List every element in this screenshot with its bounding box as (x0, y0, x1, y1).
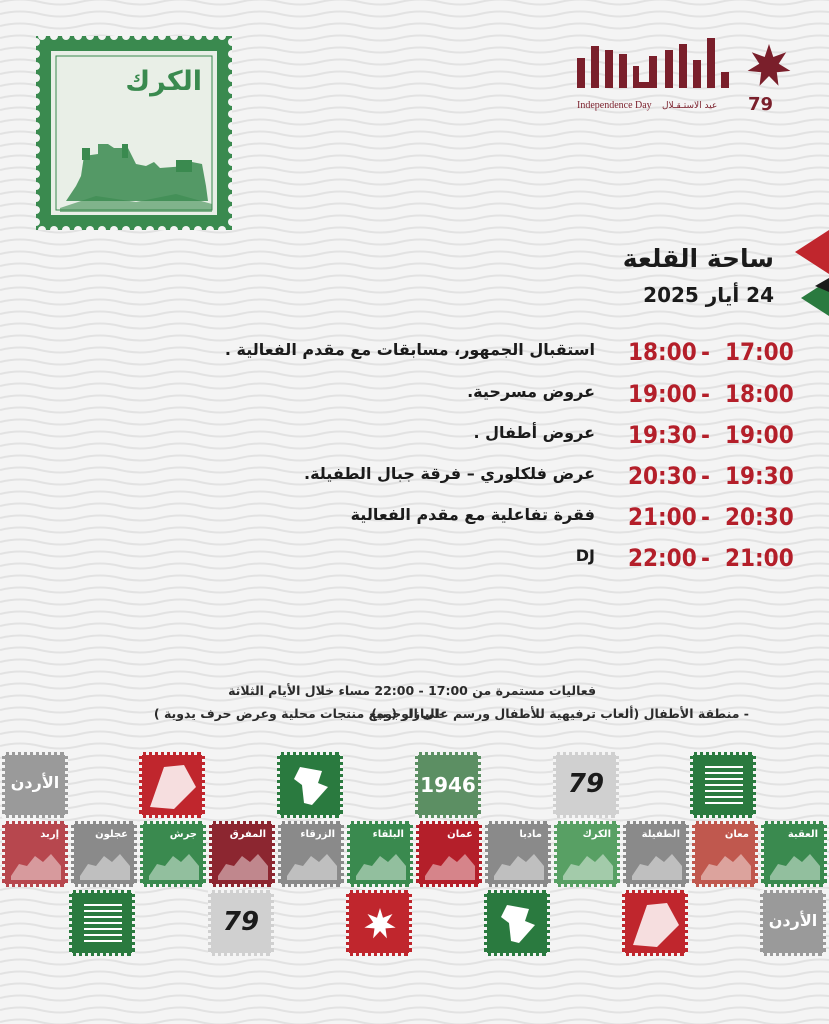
city-stamp (347, 821, 413, 887)
end-time: 18:00 (628, 338, 697, 366)
stamp-script: الأردن (10, 773, 60, 792)
landmark-icon (766, 826, 824, 884)
stamp-city-name: عمان (447, 829, 473, 840)
city-stamp (692, 821, 758, 887)
activity-description: استقبال الجمهور، مسابقات مع مقدم الفعالية . (224, 340, 595, 359)
keffiyeh-icon (144, 757, 202, 815)
schedule-row (0, 378, 829, 419)
landmark-icon (628, 826, 686, 884)
stamp-city-name: الطفيلة (641, 829, 680, 840)
start-time: 17:00 (725, 338, 794, 366)
bottom-row-stamp (69, 890, 135, 956)
bottom-row-stamp (484, 890, 550, 956)
start-time: 19:00 (725, 421, 794, 449)
bottom-row-stamp (760, 890, 826, 956)
top-row-stamp (415, 752, 481, 818)
landmark-icon (145, 826, 203, 884)
stamp-city-name: معان (724, 829, 749, 840)
top-row-stamp (2, 752, 68, 818)
start-time: 20:30 (725, 503, 794, 531)
start-time: 18:00 (725, 380, 794, 408)
end-time: 19:00 (628, 380, 697, 408)
stamp-79: 79 (222, 907, 260, 937)
city-stamp (278, 821, 344, 887)
schedule-row (0, 460, 829, 501)
stamp-city-name: العقبة (787, 829, 818, 840)
landmark-icon (697, 826, 755, 884)
time-separator: - (701, 380, 710, 408)
top-row-stamp (139, 752, 205, 818)
top-row-stamp (553, 752, 619, 818)
stamp-year: 1946 (420, 773, 476, 797)
landmark-icon (283, 826, 341, 884)
end-time: 22:00 (628, 544, 697, 572)
stamp-city-name: الزرقاء (300, 829, 335, 840)
time-range (628, 378, 794, 414)
keffiyeh-icon (627, 895, 685, 953)
bottom-row-stamp (346, 890, 412, 956)
bottom-row-stamp (208, 890, 274, 956)
logo-anniversary-number: 79 (748, 94, 774, 115)
end-time: 19:30 (628, 421, 697, 449)
city-stamp (2, 821, 68, 887)
landmark-icon (214, 826, 272, 884)
kerak-castle-stamp (36, 36, 232, 230)
logo-english-caption: Independence Day (577, 100, 652, 111)
stamp-city-name: جرش (169, 829, 197, 840)
stamp-79: 79 (567, 769, 605, 799)
landmark-icon (76, 826, 134, 884)
jordan-map-icon (489, 895, 547, 953)
jordan-flag-triangles (795, 230, 829, 320)
stamp-script: الأردن (768, 911, 818, 930)
stamp-city-name: إربد (40, 829, 59, 840)
top-row-stamp (690, 752, 756, 818)
activity-description: فقرة تفاعلية مع مقدم الفعالية (350, 505, 595, 524)
schedule-row (0, 501, 829, 542)
time-separator: - (701, 338, 710, 366)
stamp-city-name: البلقاء (372, 829, 404, 840)
event-date: 24 أيار 2025 (643, 283, 774, 307)
stamp-city-name: المفرق (229, 829, 266, 840)
governorate-stamps-strip (0, 752, 829, 1024)
city-stamp (140, 821, 206, 887)
document-icon (695, 757, 753, 815)
activity-description: DJ (575, 546, 595, 565)
time-range (628, 501, 794, 537)
schedule-row (0, 542, 829, 583)
stamp-city-name: مادبا (519, 829, 542, 840)
city-stamp (416, 821, 482, 887)
city-stamp (71, 821, 137, 887)
logo-arabic-caption: عيد الاستـقـلال (662, 101, 718, 111)
time-range (628, 419, 794, 455)
time-separator: - (701, 462, 710, 490)
jordan-map-icon (282, 757, 340, 815)
activity-description: عرض فلكلوري – فرقة جبال الطفيلة. (303, 464, 595, 483)
city-stamp (623, 821, 689, 887)
star-icon (351, 895, 409, 953)
city-stamp (554, 821, 620, 887)
kids-zone-note: - منطقة الأطفال (ألعاب ترفيهية للأطفال ورسم على الوجوه) (371, 706, 749, 721)
end-time: 21:00 (628, 503, 697, 531)
time-separator: - (701, 421, 710, 449)
time-range (628, 336, 794, 372)
stamp-city-name: عجلون (95, 829, 128, 840)
document-icon (74, 895, 132, 953)
schedule-row (0, 419, 829, 460)
stamp-city-label: الكرك (125, 66, 202, 97)
time-separator: - (701, 503, 710, 531)
activity-description: عروض مسرحية. (467, 382, 595, 401)
start-time: 19:30 (725, 462, 794, 490)
end-time: 20:30 (628, 462, 697, 490)
top-row-stamp (277, 752, 343, 818)
landmark-icon (490, 826, 548, 884)
bazaar-note: -البازار ( بيع منتجات محلية وعرض حرف يدوية ) (153, 706, 444, 721)
time-range (628, 460, 794, 496)
city-stamp (209, 821, 275, 887)
continuous-events-note: فعاليات مستمرة من 17:00 - 22:00 مساء خلال الأيام الثلاثة (228, 683, 596, 698)
landmark-icon (7, 826, 65, 884)
start-time: 21:00 (725, 544, 794, 572)
bottom-row-stamp (622, 890, 688, 956)
activity-description: عروض أطفال . (473, 423, 595, 442)
venue-title: ساحة القلعة (622, 244, 774, 273)
city-stamp (485, 821, 551, 887)
time-separator: - (701, 544, 710, 572)
city-stamp (761, 821, 827, 887)
landmark-icon (559, 826, 617, 884)
time-range (628, 542, 794, 578)
landmark-icon (421, 826, 479, 884)
schedule-row (0, 336, 829, 377)
stamp-city-name: الكرك (582, 829, 611, 840)
landmark-icon (352, 826, 410, 884)
